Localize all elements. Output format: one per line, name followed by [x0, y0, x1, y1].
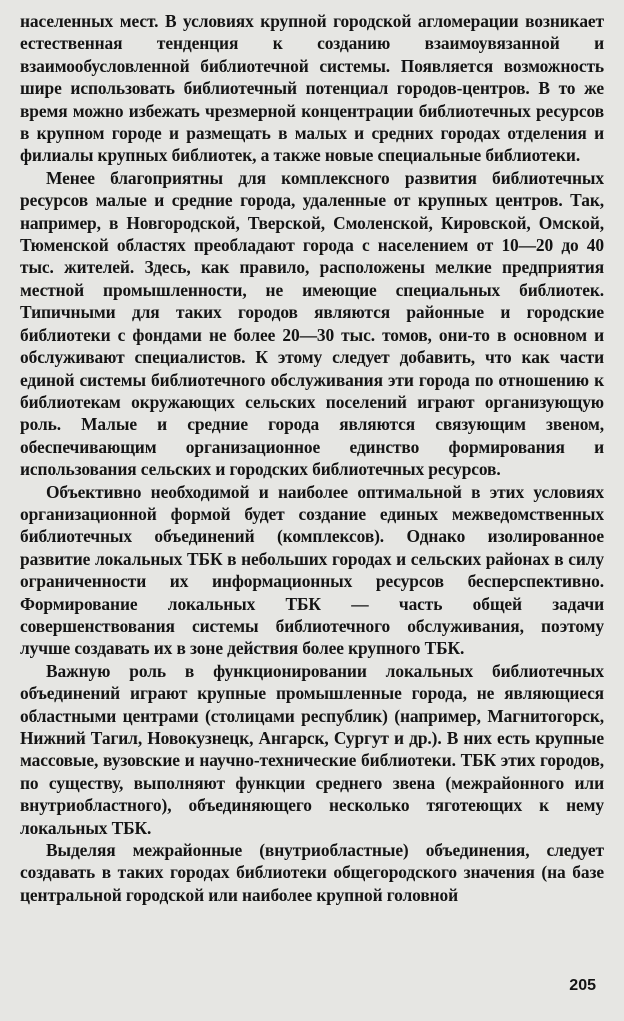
- page-text: [20, 10, 604, 906]
- paragraph-1: населенных мест. В условиях крупной городской агломерации возникает естественная тенденция к созданию взаимоувязанной и взаимообусловленной библиотечной системы. Появляется возможность шире использовать библиотечный потенциал городов-центров. В то же время можно избежать чрезмерной концентрации библиотечных ресурсов в крупном городе и размещать в малых и средних городах отделения и филиалы крупных библиотек, а также новые специальные библиотеки.: [20, 11, 604, 166]
- page-number: 205: [569, 977, 596, 994]
- paragraph-4: Важную роль в функционировании локальных библиотечных объединений играют крупные промышленные города, не являющиеся областными центрами (столицами республик) (например, Магнитогорск, Нижний Тагил, Новокузнецк, Ангарск, Сургут и др.). В них есть крупные массовые, вузовские и научно-технические библиотеки. ТБК этих городов, по существу, выполняют функции среднего звена (межрайонного или внутриобластного), объединяющего несколько тяготеющих к нему локальных ТБК.: [20, 660, 604, 838]
- paragraph-5: Выделяя межрайонные (внутриобластные) объединения, следует создавать в таких городах библиотеки общегородского значения (на базе центральной городской или наиболее крупной головной: [20, 840, 604, 905]
- paragraph-3: Объективно необходимой и наиболее оптимальной в этих условиях организационной формой будет создание единых межведомственных библиотечных объединений (комплексов). Однако изолированное развитие локальных ТБК в небольших городах и сельских районах в силу ограниченности их информационных ресурсов бесперспективно. Формирование локальных ТБК — часть общей задачи совершенствования системы библиотечного обслуживания, поэтому лучше создавать их в зоне действия более крупного ТБК.: [20, 481, 604, 659]
- paragraph-2: Менее благоприятны для комплексного развития библиотечных ресурсов малые и средние города, удаленные от крупных центров. Так, например, в Новгородской, Тверской, Смоленской, Кировской, Омской, Тюменской областях преобладают города с населением от 10—20 до 40 тыс. жителей. Здесь, как правило, расположены мелкие предприятия местной промышленности, не имеющие специальных библиотек. Типичными для таких городов являются районные и городские библиотеки с фондами не более 20—30 тыс. томов, они-то в основном и обслуживают специалистов. К этому следует добавить, что как части единой системы библиотечного обслуживания эти города по отношению к библиотекам окружающих сельских поселений играют организующую роль. Малые и средние города являются связующим звеном, обеспечивающим организационное единство формирования и использования сельских и городских библиотечных ресурсов.: [20, 167, 604, 480]
